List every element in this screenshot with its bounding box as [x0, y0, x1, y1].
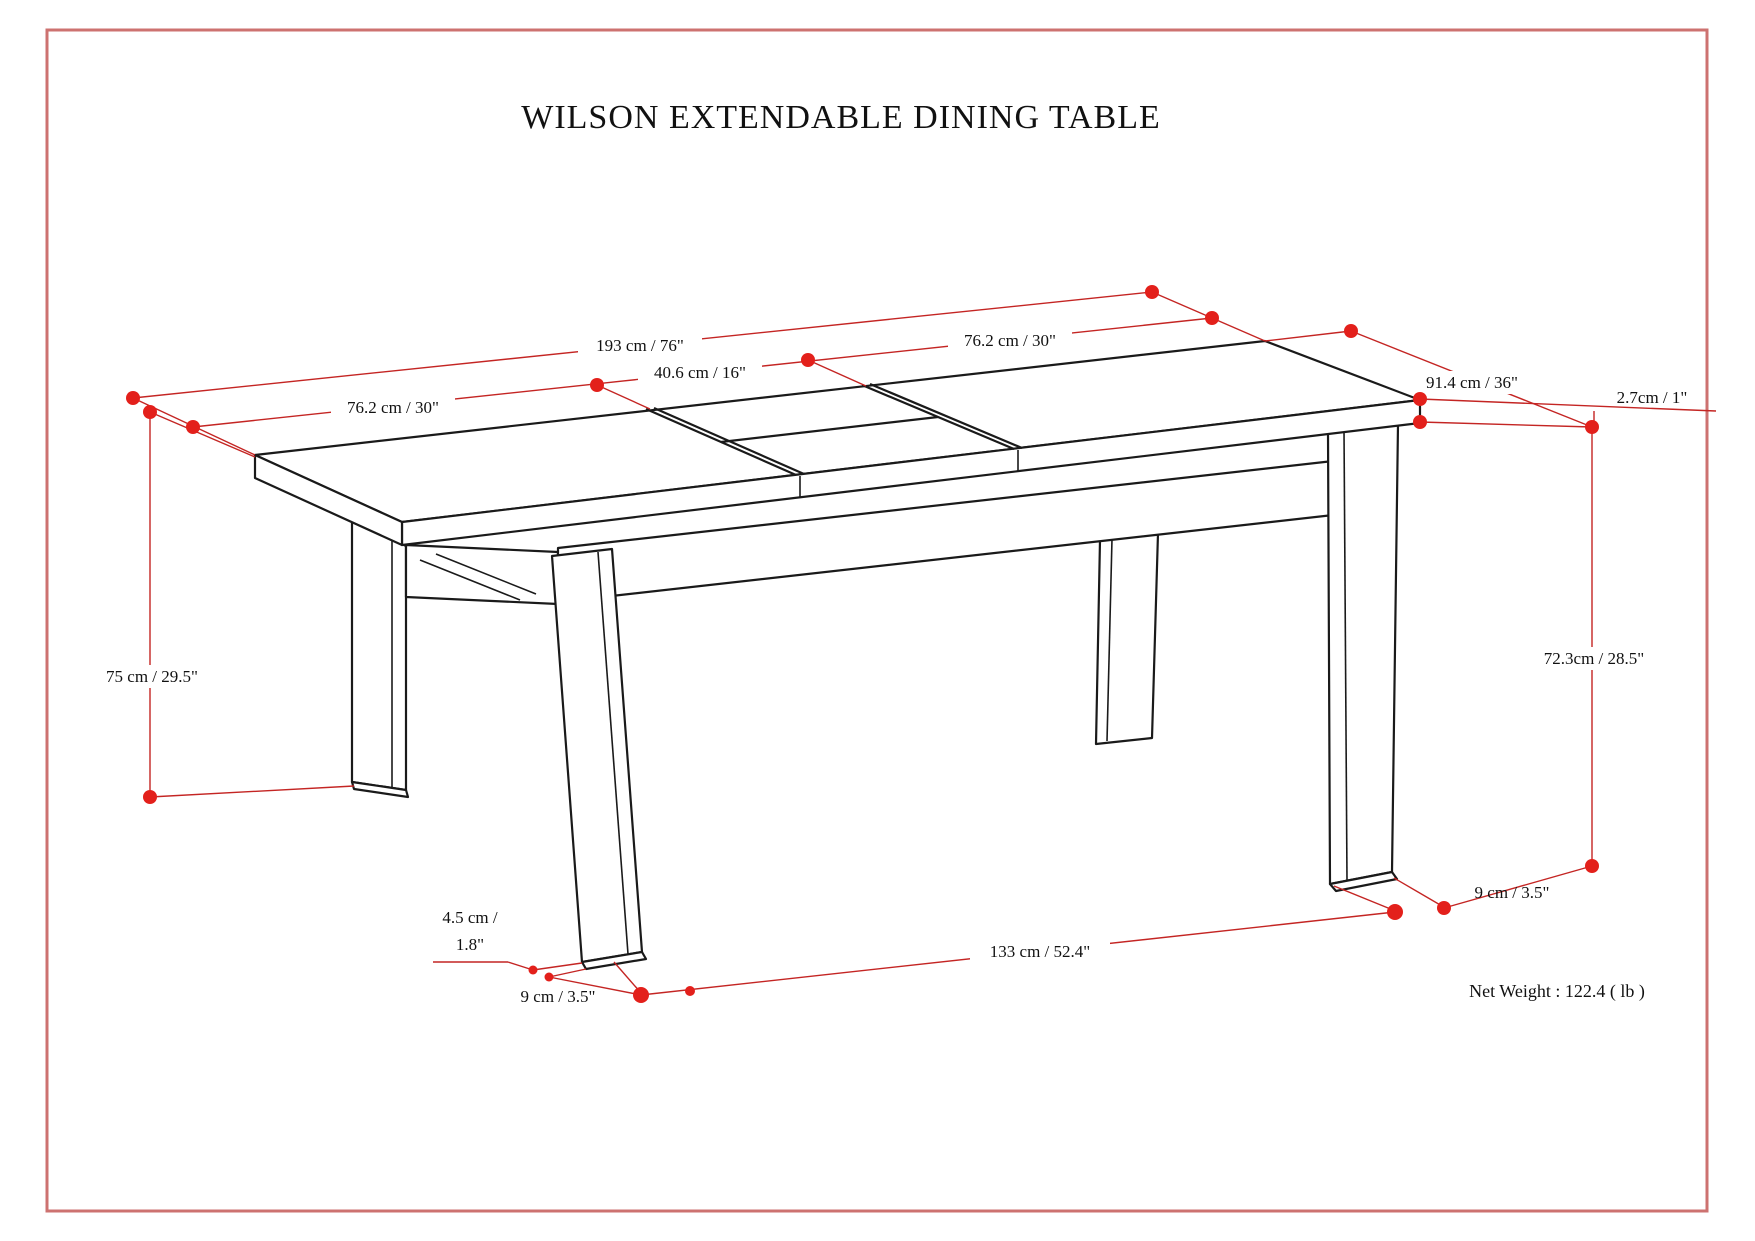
dim-label-foot-height-2: 1.8": [455, 935, 485, 954]
table-leg-front-left: [552, 549, 646, 969]
page-title: WILSON EXTENDABLE DINING TABLE: [521, 99, 1161, 136]
leader-line: [1334, 886, 1393, 910]
dim-label-height-right: 72.3cm / 28.5": [1543, 649, 1645, 668]
leader-line: [150, 412, 255, 457]
leader-line: [1394, 878, 1442, 906]
table-leg-back-left: [352, 520, 408, 797]
table-apron-left: [406, 545, 558, 604]
dim-label-foot-height-1: 4.5 cm /: [442, 908, 498, 927]
leader-line: [1265, 331, 1351, 341]
table-leg-back-right: [1096, 533, 1158, 744]
net-weight-note: Net Weight : 122.4 ( lb ): [1469, 981, 1645, 1001]
table-drawing: [255, 341, 1420, 969]
dim-label-leg-span: 133 cm / 52.4": [989, 942, 1091, 961]
leader-line: [533, 963, 582, 970]
dim-label-leg-width-right: 9 cm / 3.5": [1474, 883, 1550, 902]
dim-label-leg-width-left: 9 cm / 3.5": [520, 987, 596, 1006]
leader-line: [549, 969, 586, 977]
dim-line-thickness-bottom: [1420, 422, 1592, 427]
dim-label-depth: 91.4 cm / 36": [1426, 373, 1518, 392]
dim-label-right-section: 76.2 cm / 30": [964, 331, 1056, 350]
leader-line: [597, 385, 650, 409]
dim-label-thickness: 2.7cm / 1": [1616, 388, 1688, 407]
leader-line: [150, 786, 354, 797]
leader-line: [808, 360, 866, 386]
page-border: [47, 30, 1707, 1211]
dim-label-leaf-width: 40.6 cm / 16": [654, 363, 746, 382]
dim-label-total-length: 193 cm / 76": [596, 336, 684, 355]
dim-label-left-section: 76.2 cm / 30": [347, 398, 439, 417]
dim-label-height-left: 75 cm / 29.5": [106, 667, 198, 686]
table-leg-front-right: [1328, 424, 1398, 891]
